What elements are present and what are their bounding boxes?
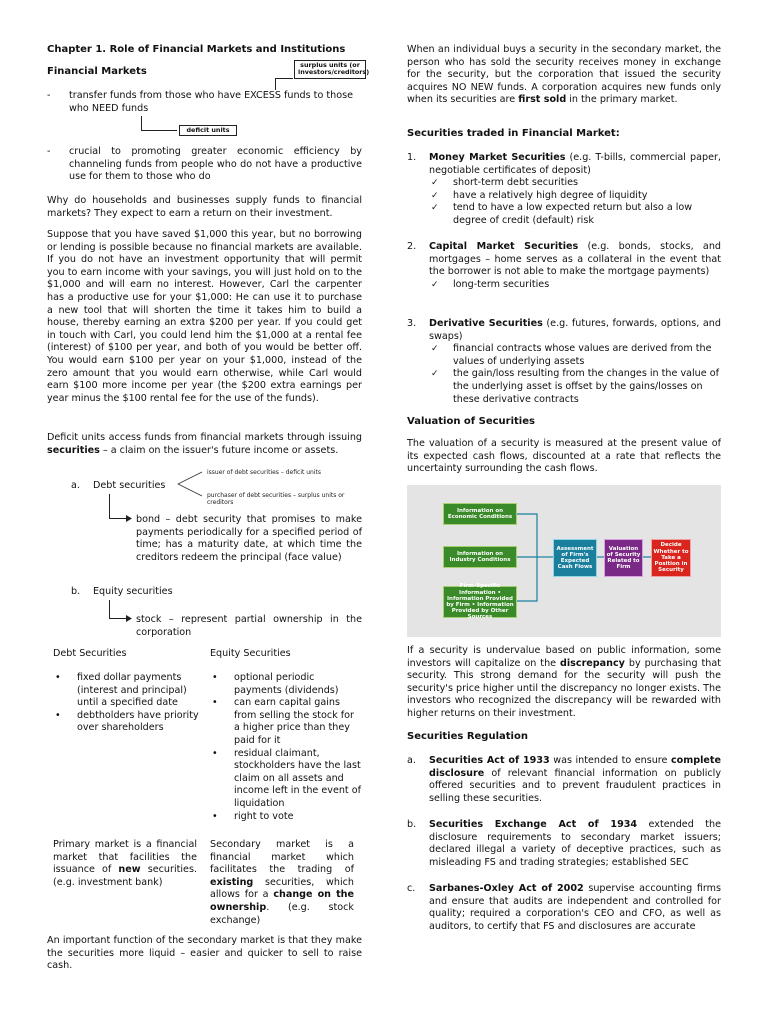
list-item: ✓ financial contracts whose values are derived from the values of underlying assets — [431, 343, 712, 367]
dash-item-transfer: - transfer funds from those who have EXCESS funds to those who NEED funds — [47, 90, 353, 114]
secondary-market-text: Secondary market is a financial market which facilitates the trading of existing securities, which allows for a change on the ownership. (e.g. stock exchange) — [210, 839, 354, 926]
valuation-box: Valuation of Security Related to Firm — [604, 539, 643, 577]
equity-securities-label: Equity securities — [93, 586, 173, 597]
debt-letter: a. — [71, 480, 80, 491]
act-1934: b. Securities Exchange Act of 1934 extended the disclosure requirements to secondary market issuers; declared illegal a variety of deceptive practices, such as misleading FS and trading strategies; established SEC — [407, 819, 721, 868]
act-1933: a. Securities Act of 1933 was intended to ensure complete disclosure of relevant financial information on publicly offered securities and to prevent fraudulent practices in selling these securities. — [407, 755, 722, 804]
primary-market-text: Primary market is a financial market that facilities the issuance of new securities. (e.g. investment bank) — [53, 839, 197, 888]
chapter-title: Chapter 1. Role of Financial Markets and Institutions — [47, 44, 346, 55]
industry-conditions-box: Information on Industry Conditions — [443, 546, 517, 568]
undervalue-text: If a security is undervalue based on public information, some investors will capitalize on the discrepancy by purchasing that security. This strong demand for the security will push the security's price higher until the discrepancy no longer exists. The investors who recognized the discrepancy will be rewarded with higher returns on their investment. — [407, 645, 721, 719]
equity-column-title: Equity Securities — [210, 648, 291, 659]
connector-line — [275, 78, 293, 79]
economic-conditions-box: Information on Economic Conditions — [443, 503, 517, 525]
debt-securities-label: Debt securities — [93, 480, 166, 491]
arrow-right-icon — [126, 515, 132, 522]
paragraph-deficit: Deficit units access funds from financial markets through issuing securities – a claim on the issuer's future income or assets. — [47, 432, 362, 456]
valuation-flow-diagram — [407, 485, 721, 637]
valuation-text: The valuation of a security is measured at the present value of its expected cash flows, discounted at a rate that reflects the uncertainty surrounding the cash flows. — [407, 438, 721, 475]
securities-regulation-heading: Securities Regulation — [407, 731, 528, 742]
list-item: • optional periodic payments (dividends) — [212, 672, 339, 696]
valuation-heading: Valuation of Securities — [407, 416, 535, 427]
purchaser-annotation: purchaser of debt securities – surplus units or creditors — [207, 492, 345, 506]
check-icon: ✓ — [431, 203, 439, 214]
connector-line — [141, 116, 142, 130]
issuer-annotation: issuer of debt securities – deficit units — [207, 469, 322, 476]
check-icon: ✓ — [431, 190, 439, 201]
check-icon: ✓ — [431, 279, 439, 290]
paragraph-suppose: Suppose that you have saved $1,000 this year, but no borrowing or lending is possible because no financial markets are available. If you do not have an investment opportunity that will permit you to earn income with your savings, you will just hold on to the $1,000 and will earn no interest. However, Carl the carpenter has a productive use for your $1,000: He can use it to purchase a new tool that will shorten the time it takes him to build a house, thereby earning an extra $200 per year. If you could get in touch with Carl, you could lend him the $1,000 at a rental fee (interest) of $100 per year, and both of you would be better off. You would earn $100 per year on your $1,000, instead of the zero amount that you would earn otherwise, while Carl would earn $100 more income per year (the $200 extra earnings per year minus the $100 rental fee for the use of the funds). — [47, 229, 362, 404]
list-item: ✓ the gain/loss resulting from the changes in the value of the underlying asset is offset by the gains/losses on these derivative contracts — [431, 368, 719, 405]
connector-line — [109, 494, 110, 518]
arrow-right-icon — [126, 615, 132, 622]
equity-bullet-list — [210, 672, 362, 823]
connector-line — [109, 600, 110, 618]
securities-traded-heading: Securities traded in Financial Market: — [407, 128, 620, 139]
brace-icon — [174, 470, 204, 498]
debt-bullet-list — [53, 672, 203, 735]
secondary-intro-text: When an individual buys a security in the secondary market, the person who has sold the security receives money in exchange for the security, but the corporation that issued the security acquires NO NEW funds. A corporation acquires new funds only when its securities are first sold in the primary market. — [407, 44, 721, 106]
deficit-units-box: deficit units — [179, 125, 237, 136]
decide-box: Decide Whether to Take a Position in Security — [651, 539, 691, 577]
list-item: ✓ tend to have a low expected return but also a low degree of credit (default) risk — [431, 202, 693, 226]
debt-column-title: Debt Securities — [53, 648, 127, 659]
list-item: • fixed dollar payments (interest and principal) until a specified date — [55, 672, 187, 709]
check-icon: ✓ — [431, 344, 439, 355]
stock-definition: stock – represent partial ownership in the corporation — [136, 614, 362, 638]
firm-specific-box: Firm-Specific Information • Information Provided by Firm • Information Provided by Other Sources — [443, 586, 517, 618]
assessment-box: Assessment of Firm's Expected Cash Flows — [553, 539, 597, 577]
money-market-item: 1. Money Market Securities (e.g. T-bills, commercial paper, negotiable certificates of deposit) ✓ short-term debt securities ✓ have a relatively high degree of liquidity ✓ tend to have a low expected return but also a low degree of credit (default) risk — [407, 152, 721, 226]
list-item: • residual claimant, stockholders have the last claim on all assets and income left in the event of liquidation — [212, 747, 361, 809]
list-item: ✓ short-term debt securities — [431, 177, 579, 189]
list-item: • right to vote — [212, 810, 294, 822]
derivative-item: 3. Derivative Securities (e.g. futures, forwards, options, and swaps) ✓ financial contracts whose values are derived from the values of underlying assets ✓ the gain/loss resulting from the changes in the value of the underlying asset is offset by the gains/losses on these derivative contracts — [407, 318, 721, 405]
check-icon: ✓ — [431, 369, 439, 380]
list-item: • can earn capital gains from selling the stock for a higher price than they paid for it — [212, 697, 354, 746]
dash-item-crucial: - crucial to promoting greater economic efficiency by channeling funds from people who do not have a productive use for them to those who do — [47, 146, 362, 183]
list-item: ✓ long-term securities — [431, 278, 550, 290]
check-icon: ✓ — [431, 178, 439, 189]
financial-markets-heading: Financial Markets — [47, 66, 147, 77]
act-2002: c. Sarbanes-Oxley Act of 2002 supervise accounting firms and ensure that audits are independent and controlled for quality; required a corporation's CEO and CFO, as well as auditors, to certify that FS and disclosures are accurate — [407, 883, 721, 932]
equity-letter: b. — [71, 586, 81, 597]
list-item: • debtholders have priority over shareholders — [55, 709, 199, 734]
important-function-text: An important function of the secondary market is that they make the securities more liquid – easier and quicker to sell to raise cash. — [47, 935, 362, 972]
paragraph-why: Why do households and businesses supply funds to financial markets? They expect to earn a return on their investment. — [47, 195, 362, 219]
connector-line — [275, 78, 276, 90]
connector-line — [141, 130, 177, 131]
list-item: ✓ have a relatively high degree of liquidity — [431, 189, 648, 201]
capital-market-item: 2. Capital Market Securities (e.g. bonds, stocks, and mortgages – home serves as a collateral in the event that the borrower is not able to make the mortgage payments) ✓ long-term securities — [407, 241, 721, 290]
bond-definition: bond – debt security that promises to make payments periodically for a specified period of time; has a maturity date, at which time the creditors redeem the principal (face value) — [136, 514, 362, 563]
surplus-units-box: surplus units (or investors/creditors) — [294, 60, 366, 79]
